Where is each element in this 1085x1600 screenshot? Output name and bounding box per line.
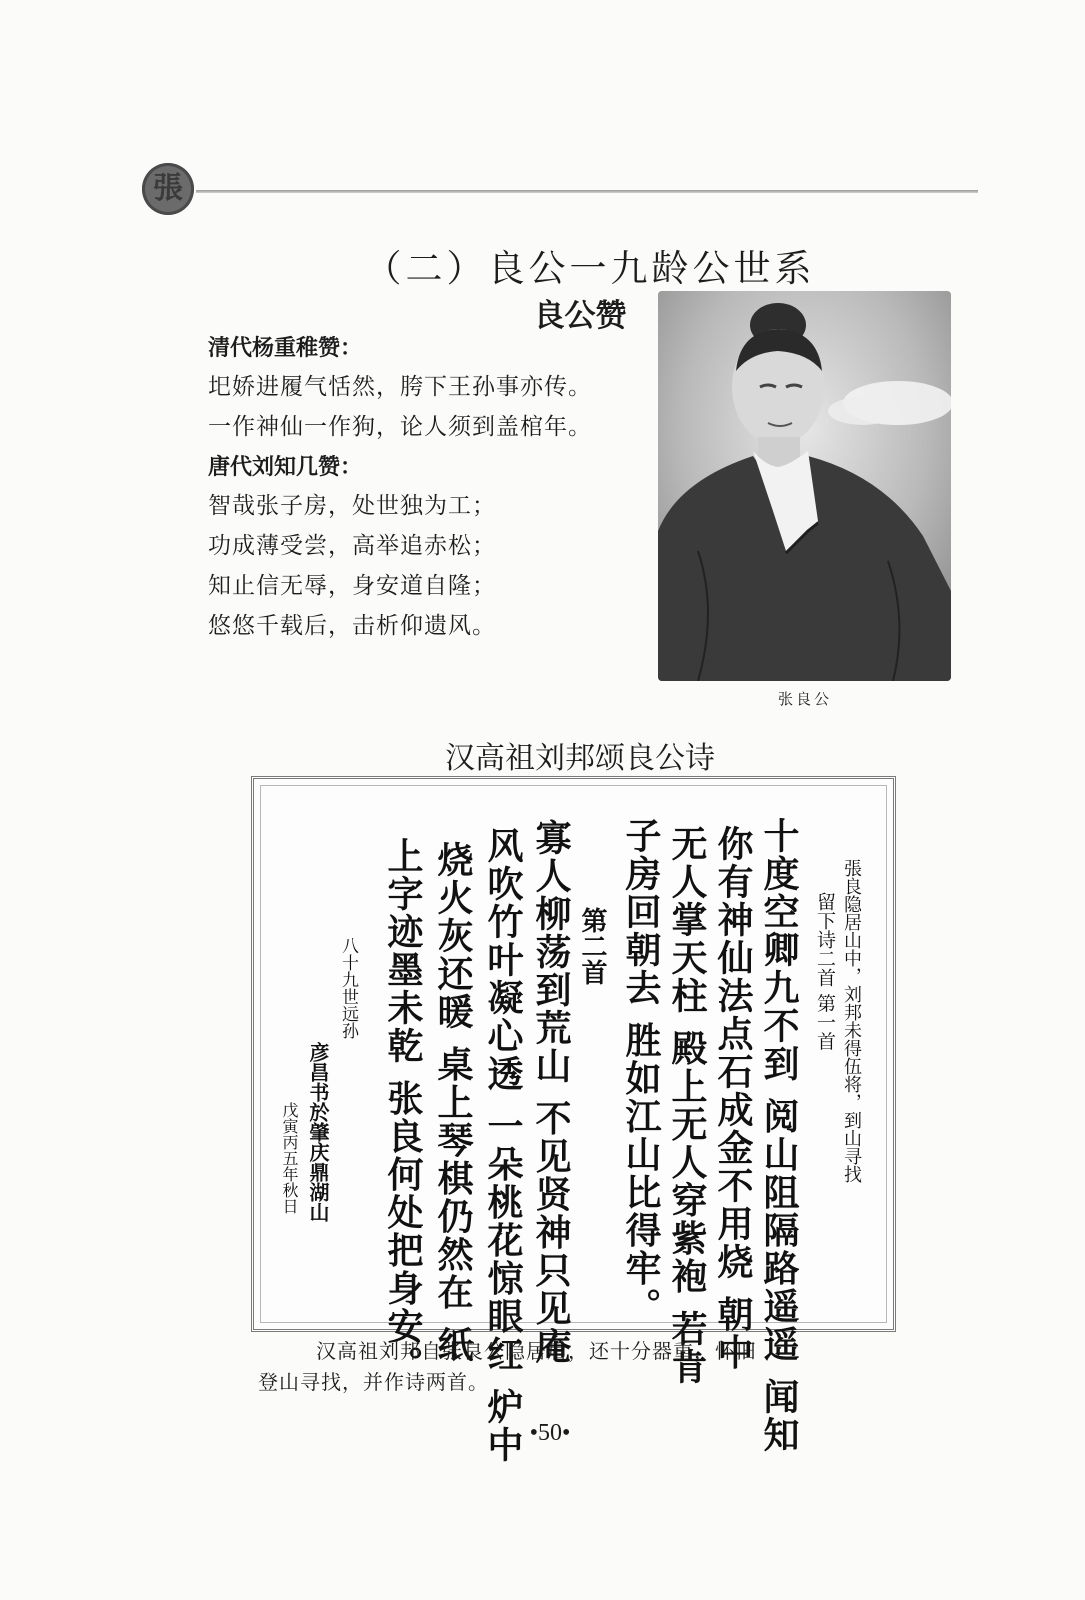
poem-line: 知止信无辱，身安道自隆； — [208, 573, 496, 599]
poem-heading: 清代杨重稚赞： — [208, 336, 363, 361]
calligraphy-date: 戊寅丙五年秋日 — [280, 1102, 299, 1214]
calligraphy-column: 上字迹墨未乾 张良何处把身安。 — [382, 837, 424, 1384]
page-number: •50• — [529, 1420, 571, 1446]
seal-glyph: 張 — [153, 171, 183, 206]
zhang-liang-portrait — [658, 291, 951, 681]
calligraphy-column: 寡人柳荡到荒山 不见贤神只见庵 — [530, 819, 572, 1366]
calligraphy-column: 子房回朝去 胜如江山比得牢。 — [620, 817, 662, 1326]
calligraphy-column: 十度空卿九不到 阅山阻隔路遥遥 闻知 — [758, 817, 800, 1455]
poem-line: 功成薄受尝，高举追赤松； — [208, 533, 496, 559]
calligraphy-column: 你有神仙法点石成金不用烧 朝中 — [712, 825, 754, 1372]
zhang-seal-icon — [142, 163, 194, 215]
poem-line: 一作神仙一作狗，论人须到盖棺年。 — [208, 414, 592, 440]
portrait-caption: 张良公 — [777, 690, 832, 708]
calligraphy-column: 风吹竹叶凝心透 一朵桃花惊眼红 炉中 — [482, 827, 524, 1465]
calligraphy-column: 无人掌天柱 殿上无人穿紫袍 若肯 — [666, 825, 708, 1387]
caption-line: 登山寻找，并作诗两首。 — [258, 1370, 489, 1394]
header-rule — [196, 190, 978, 193]
poem-liu-zhiji — [208, 450, 668, 646]
calligraphy-column: 烧火灰还暖 桌上琴棋仍然在 纸 — [432, 841, 474, 1365]
caption-line: 汉高祖刘邦自张良公隐居后，还十分器重，怀旧 — [316, 1339, 757, 1363]
poem-heading: 唐代刘知几赞： — [208, 455, 363, 480]
calligraphy-column: 第二首 — [577, 907, 607, 985]
poem-line: 智哉张子房，处世独为工； — [208, 493, 496, 519]
calligraphy-caption — [258, 1336, 898, 1398]
calligraphy-title: 汉高祖刘邦颂良公诗 — [445, 741, 715, 776]
calligraphy-column: 留下诗二首 第一首 — [814, 892, 836, 1051]
portrait-illustration — [658, 291, 951, 681]
section-title: （二）良公一九龄公世系 — [364, 247, 816, 290]
sub-title: 良公赞 — [533, 298, 627, 334]
poem-yang-zhongzhi — [208, 331, 668, 447]
calligraphy-signature: 彦昌书於肇庆鼎湖山 — [306, 1042, 330, 1222]
poem-line: 圯娇进履气恬然，胯下王孙事亦传。 — [208, 374, 592, 400]
calligraphy-column: 張良隐居山中，刘邦未得伍将，到山寻找 — [841, 859, 862, 1183]
calligraphy-signature: 八十九世远孙 — [338, 937, 358, 1039]
poem-line: 悠悠千载后，击析仰遗风。 — [208, 613, 496, 639]
